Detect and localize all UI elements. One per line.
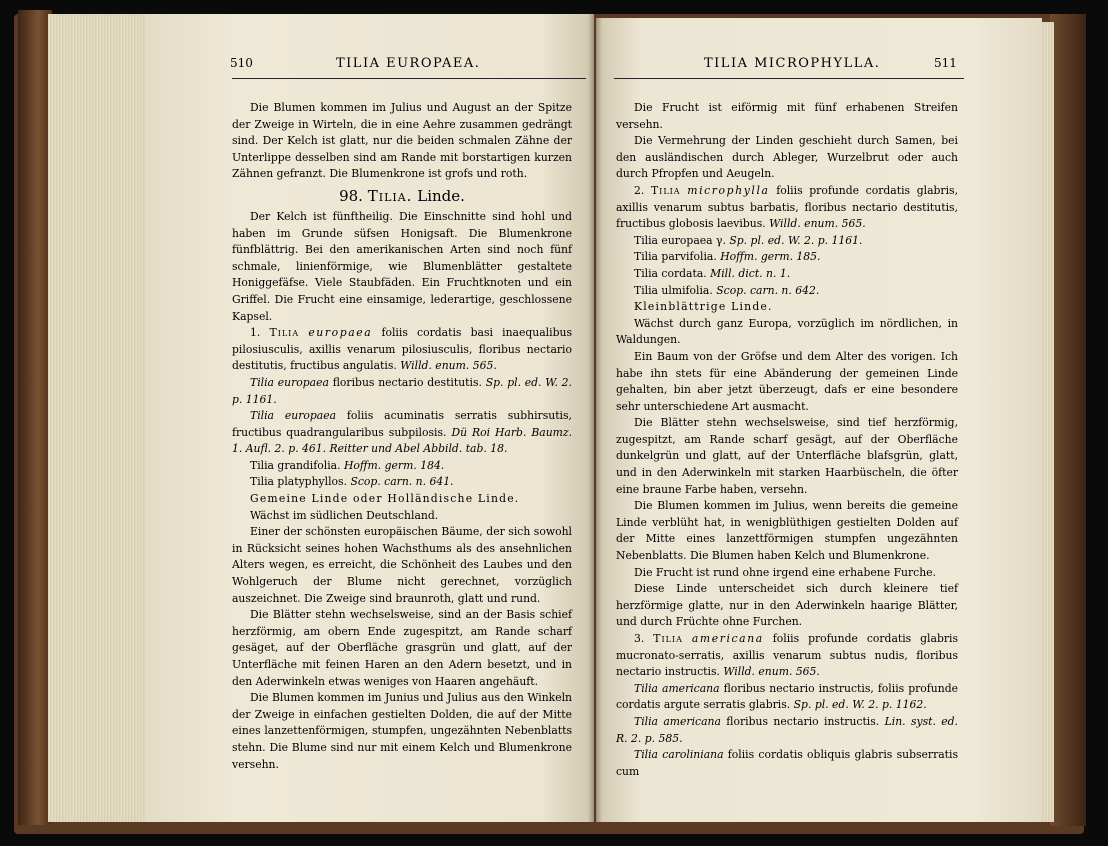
synonym (616, 681, 958, 714)
synonym-name: Tilia platyphyllos. (250, 475, 348, 489)
section-heading (232, 183, 572, 209)
synonym-name: Tilia europaea (250, 409, 337, 423)
species-epithet: microphylla (687, 183, 770, 197)
header-rule (232, 78, 586, 79)
right-binding (1050, 14, 1086, 826)
species-number: 3. (634, 632, 645, 645)
synonym-name: Tilia ulmifolia. (634, 283, 713, 297)
synonym (616, 747, 958, 780)
synonym-name: Tilia grandifolia. (250, 458, 341, 472)
paragraph: Die Blumen kommen im Julius und August an der Spitze der Zweige in Wirteln, die in eine Aehre zusammen gedrängt sind. Der Kelch ist glatt, nur die beiden schmalen Zähne der Unterlippe desselben sind am Rande mit borstartigen kurzen Zähnen gefranzt. Die Blumenkrone ist grofs und roth. (232, 101, 572, 181)
synonym-reference: Hoffm. germ. 185. (720, 250, 821, 264)
paragraph: Die Blumen kommen im Julius, wenn bereits die gemeine Linde verblüht hat, in wenigblüthigen gestielten Dolden auf der Mitte eines lanzettförmigen stumpfen ungezähnten Nebenblatts. Die Blumen haben Kelch und Blumenkrone. (616, 499, 958, 563)
synonym-text: foliis cordatis obliquis glabris subserratis cum (616, 748, 958, 778)
paragraph: Die Vermehrung der Linden geschieht durch Samen, bei den ausländischen durch Ableger, Wurzelbrut oder auch durch Pfropfen und Aeugeln. (616, 134, 958, 181)
synonym-name: Tilia americana (634, 681, 720, 695)
synonym (232, 408, 572, 458)
species-genus: Tilia (650, 183, 681, 197)
paragraph: Die Frucht ist rund ohne irgend eine erhabene Furche. (634, 565, 936, 579)
synonym-name: Tilia europaea (250, 375, 329, 389)
species-reference: Willd. enum. 565. (769, 217, 866, 231)
species-reference: Willd. enum. 565. (723, 665, 820, 679)
species-number: 2. (634, 183, 645, 197)
habitat: Wächst im südlichen Deutschland. (250, 508, 439, 522)
page-number: 511 (934, 56, 957, 70)
species-number: 1. (250, 326, 261, 340)
species-diagnosis: foliis cordatis basi inaequalibus pilosiusculis, axillis venarum pilosiusculis, floribus nectario destitutis, fructibus angulatis. (232, 326, 572, 373)
synonym (616, 249, 958, 266)
species-diagnosis: foliis profunde cordatis glabris mucronato-serratis, axillis venarum subtus nudis, floribus nectario instructis. (616, 632, 959, 679)
species-diagnosis: foliis profunde cordatis glabris, axillis venarum subtus barbatis, floribus nectario destitutis, fructibus globosis laevibus. (616, 183, 959, 231)
synonym-name: Tilia parvifolia. (634, 250, 717, 264)
species-entry (616, 183, 958, 233)
section-genus: Tilia. (367, 186, 413, 205)
paragraph: Die Blumen kommen im Junius und Julius aus den Winkeln der Zweige in einfachen gestielten Dolden, die auf der Mitte eines lanzettenförmigen, stumpfen, ungezähnten Nebenblatts stehn. Die Blume sind nur mit einem Kelch und Blumenkrone versehn. (232, 691, 572, 771)
synonym-reference: Lin. syst. ed. R. 2. p. 585. (616, 714, 958, 745)
habitat: Wächst durch ganz Europa, vorzüglich im nördlichen, in Waldungen. (616, 316, 958, 347)
synonym-name: Tilia americana (634, 714, 721, 728)
synonym (616, 714, 958, 747)
common-name: Gemeine Linde oder Holländische Linde. (250, 492, 520, 506)
species-entry (232, 325, 572, 375)
right-body (616, 100, 958, 780)
synonym (232, 458, 572, 475)
synonym-reference: Dü Roi Harb. Baumz. 1. Aufl. 2. p. 461. Reitter und Abel Abbild. tab. 18. (232, 425, 573, 456)
synonym (616, 233, 958, 250)
running-title: TILIA MICROPHYLLA. (704, 56, 881, 71)
section-german-name: Linde. (417, 186, 465, 205)
synonym-text: floribus nectario instructis. (726, 714, 880, 728)
species-genus: Tilia (653, 632, 683, 645)
paragraph: Ein Baum von der Gröfse und dem Alter des vorigen. Ich habe ihn stets für eine Abänderung der gemeinen Linde gehalten, bin aber jetzt überzeugt, dafs er eine besondere sehr unterschiedene Art ausmacht. (616, 349, 958, 413)
synonym-reference: Hoffm. germ. 184. (343, 458, 445, 472)
running-title: TILIA EUROPAEA. (336, 56, 481, 71)
left-body (232, 100, 572, 773)
species-epithet: americana (691, 632, 764, 645)
synonym-text: floribus nectario instructis, foliis profunde cordatis argute serratis glabris. (616, 681, 958, 712)
synonym-reference: Sp. pl. ed. W. 2. p. 1162. (793, 698, 927, 712)
section-number: 98. (339, 186, 363, 205)
left-running-head (230, 56, 585, 76)
left-binding (18, 10, 52, 825)
paragraph: Die Blätter stehn wechselsweise, sind tief herzförmig, zugespitzt, am Rande scharf gesägt, auf der Oberfläche dunkelgrün und glatt, auf der Unterfläche blafsgrün, glatt, und in den Aderwinkeln mit starken Haarbüscheln, die öfter eine braune Farbe haben, versehn. (616, 416, 958, 496)
synonym-reference: Scop. carn. n. 641. (350, 475, 454, 489)
page-number: 510 (230, 56, 253, 70)
synonym-text: floribus nectario destitutis. (332, 375, 482, 389)
synonym-reference: Scop. carn. n. 642. (716, 283, 820, 297)
species-reference: Willd. enum. 565. (400, 359, 497, 373)
synonym (616, 283, 958, 300)
species-entry (616, 631, 958, 681)
right-running-head (614, 56, 964, 76)
left-page-edges (48, 14, 148, 822)
synonym-reference: Mill. dict. n. 1. (710, 266, 791, 280)
paragraph: Die Blätter stehn wechselsweise, sind an der Basis schief herzförmig, am obern Ende zugespitzt, am Rande scharf gesäget, auf der Oberfläche grasgrün und glatt, auf der Unterfläche mit feinen Haren an den Adern besetzt, und in den Aderwinkeln etwas weniges von Haaren angehäuft. (232, 608, 572, 688)
synonym-name: Tilia europaea γ. (634, 233, 726, 247)
synonym (232, 375, 572, 408)
paragraph: Diese Linde unterscheidet sich durch kleinere tief herzförmige glatte, nur in den Aderwinkeln haarige Blätter, und durch Früchte ohne Furchen. (616, 582, 958, 629)
species-genus: Tilia (269, 326, 300, 340)
species-epithet: europaea (308, 326, 373, 340)
synonym (616, 266, 958, 283)
synonym-text: foliis acuminatis serratis subhirsutis, fructibus quadrangularibus subpilosis. (232, 409, 572, 439)
synonym-name: Tilia caroliniana (634, 748, 724, 762)
paragraph: Die Frucht ist eiförmig mit fünf erhabenen Streifen versehn. (616, 101, 958, 131)
synonym (232, 474, 572, 491)
synonym-reference: Sp. pl. ed. W. 2. p. 1161. (232, 375, 572, 406)
synonym-reference: Sp. pl. ed. W. 2. p. 1161. (729, 233, 863, 247)
header-rule (614, 78, 964, 79)
paragraph: Einer der schönsten europäischen Bäume, der sich sowohl in Rücksicht seines hohen Wachsthums als des ansehnlichen Alters wegen, es erreicht, die Schönheit des Laubes und den Wohlgeruch der Blume nicht gerechnet, vorzüglich auszeichnet. Die Zweige sind braunroth, glatt und rund. (232, 525, 572, 605)
right-page-edges (1040, 22, 1054, 822)
common-name: Kleinblättrige Linde. (634, 300, 773, 314)
synonym-name: Tilia cordata. (634, 266, 707, 280)
paragraph: Der Kelch ist fünftheilig. Die Einschnitte sind hohl und haben im Grunde süfsen Honigsaft. Die Blumenkrone fünfblättrig. Bei den amerikanischen Arten sind noch fünf schmale, linienförmige, wie Blumenblätter gestaltete Honiggefäfse. Viele Staubfäden. Ein Fruchtknoten und ein Griffel. Die Frucht eine einsamige, lederartige, geschlossene Kapsel. (232, 209, 572, 323)
gutter (588, 14, 602, 822)
